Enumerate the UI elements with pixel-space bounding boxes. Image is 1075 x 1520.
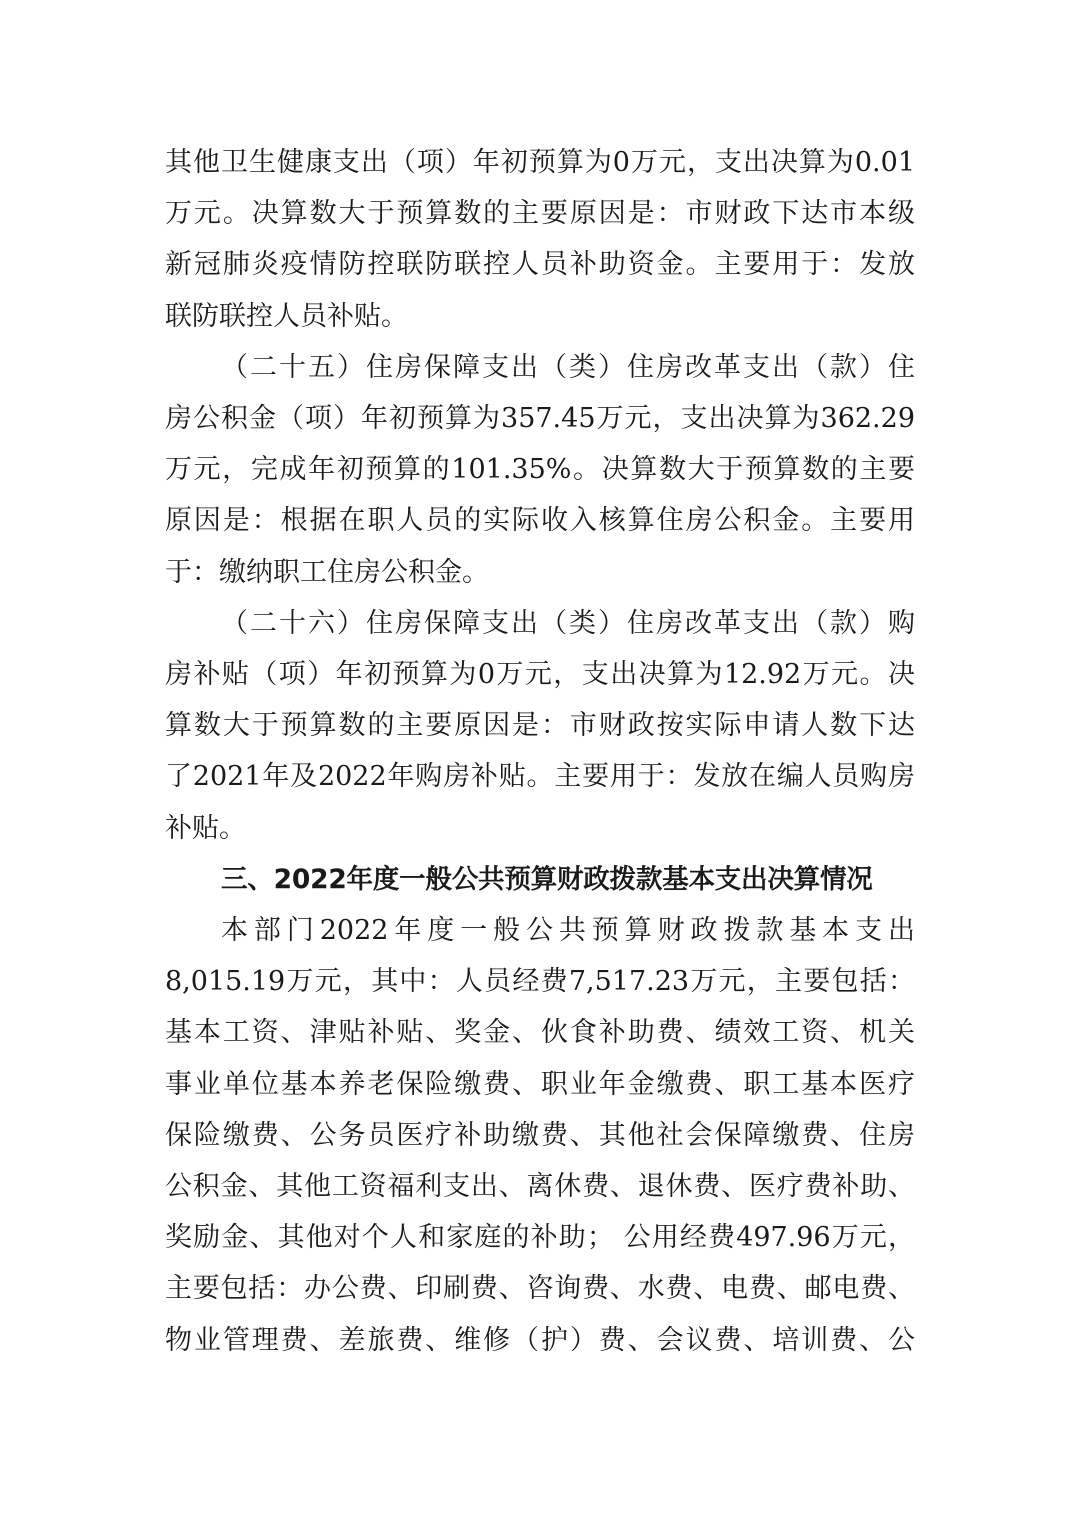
text-line: 奖励金、其他对个人和家庭的补助； 公用经费497.96万元，: [165, 1222, 915, 1254]
paragraph-housing-purchase-subsidy: [165, 598, 915, 854]
text-line: 于：缴纳职工住房公积金。: [165, 556, 489, 588]
text-line: 房补贴（项）年初预算为0万元，支出决算为12.92万元。决: [165, 659, 915, 691]
text-line: 了2021年及2022年购房补贴。主要用于：发放在编人员购房: [165, 761, 915, 793]
paragraph-basic-expenditure: [165, 905, 915, 1366]
text-line: 万元。决算数大于预算数的主要原因是：市财政下达市本级: [165, 198, 915, 230]
text-line: 万元，完成年初预算的101.35%。决算数大于预算数的主要: [165, 454, 915, 486]
text-line: 补贴。: [165, 812, 246, 844]
section-heading: 三、2022年度一般公共预算财政拨款基本支出决算情况: [221, 863, 873, 895]
paragraph-housing-provident-fund: [165, 342, 915, 598]
text-line: 主要包括：办公费、印刷费、咨询费、水费、电费、邮电费、: [165, 1273, 915, 1305]
text-line: 原因是：根据在职人员的实际收入核算住房公积金。主要用: [165, 505, 915, 537]
text-line: （二十六）住房保障支出（类）住房改革支出（款）购: [221, 607, 915, 639]
text-line: （二十五）住房保障支出（类）住房改革支出（款）住: [221, 351, 915, 383]
text-line: 基本工资、津贴补贴、奖金、伙食补助费、绩效工资、机关: [165, 1017, 915, 1049]
paragraph-other-health-expenditure: [165, 137, 915, 342]
text-line: 其他卫生健康支出（项）年初预算为0万元，支出决算为0.01: [165, 147, 915, 178]
text-line: 物业管理费、差旅费、维修（护）费、会议费、培训费、公: [165, 1324, 915, 1356]
document-body: [165, 137, 915, 1366]
text-line: 保险缴费、公务员医疗补助缴费、其他社会保障缴费、住房: [165, 1119, 915, 1151]
text-line: 本部门2022年度一般公共预算财政拨款基本支出: [221, 915, 915, 947]
text-line: 8,015.19万元，其中：人员经费7,517.23万元，主要包括：: [165, 966, 915, 998]
text-line: 事业单位基本养老保险缴费、职业年金缴费、职工基本医疗: [165, 1068, 915, 1100]
text-line: 算数大于预算数的主要原因是：市财政按实际申请人数下达: [165, 710, 915, 742]
text-line: 房公积金（项）年初预算为357.45万元，支出决算为362.29: [165, 403, 915, 435]
text-line: 联防联控人员补贴。: [165, 300, 408, 332]
text-line: 公积金、其他工资福利支出、离休费、退休费、医疗费补助、: [165, 1171, 915, 1203]
text-line: 新冠肺炎疫情防控联防联控人员补助资金。主要用于：发放: [165, 249, 915, 281]
